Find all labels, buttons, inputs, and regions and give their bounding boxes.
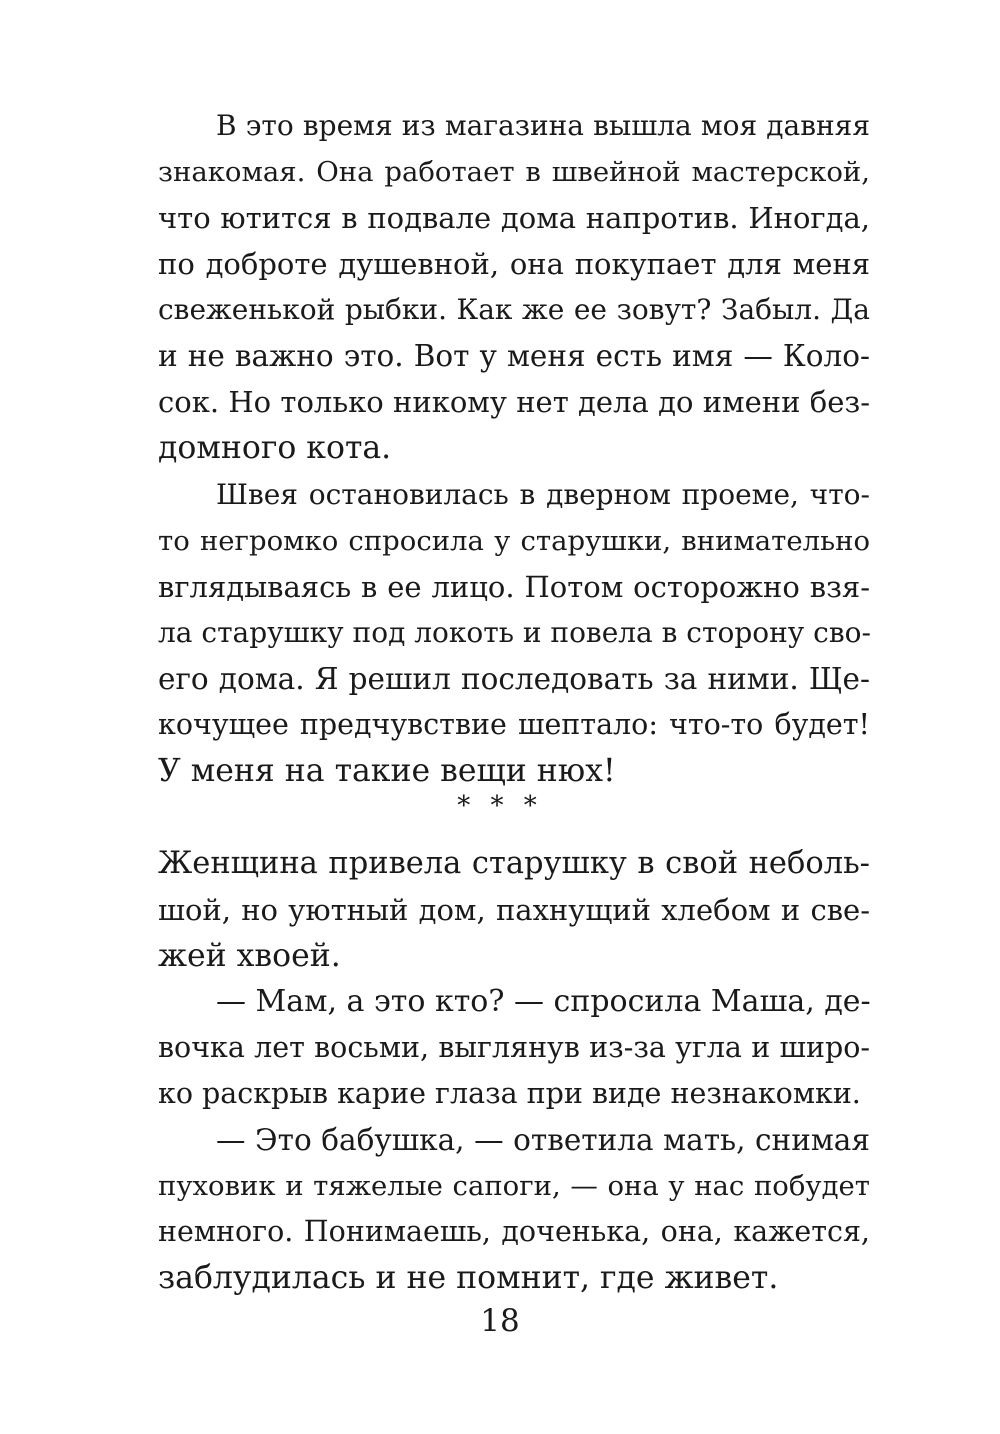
text-line: Женщина привела старушку в свой неболь-: [158, 846, 870, 881]
text-line: вочка лет восьми, выглянув из-за угла и широ-: [158, 1031, 870, 1064]
text-line: по доброте душевной, она покупает для меня: [158, 247, 870, 281]
text-line: ко раскрыв карие глаза при виде незнакомки.: [158, 1077, 861, 1110]
scene-separator: * * *: [457, 791, 543, 821]
text-line: вглядываясь в ее лицо. Потом осторожно взя-: [158, 570, 870, 604]
text-line: В это время из магазина вышла моя давняя: [216, 109, 870, 142]
text-line: — Мам, а это кто? — спросила Маша, де-: [216, 984, 871, 1019]
text-line: то негромко спросила у старушки, внимательно: [158, 525, 870, 557]
page-number: 18: [480, 1303, 520, 1339]
text-line: — Это бабушка, — ответила мать, снимая: [216, 1123, 870, 1157]
text-line: ла старушку под локоть и повела в сторону сво-: [158, 616, 871, 649]
text-line: Швея остановилась в дверном проеме, что-: [216, 478, 870, 511]
text-line: немного. Понимаешь, доченька, она, кажется,: [158, 1215, 870, 1248]
text-line: что ютится в подвале дома напротив. Иногда,: [158, 201, 870, 235]
text-line: знакомая. Она работает в швейной мастерской,: [158, 156, 870, 188]
text-line: свеженькой рыбки. Как же ее зовут? Забыл. Да: [158, 293, 870, 326]
text-line: пуховик и тяжелые сапоги, — она у нас побудет: [158, 1170, 870, 1202]
text-line: домного кота.: [158, 430, 392, 466]
text-line: жей хвоей.: [158, 938, 341, 974]
text-line: кочущее предчувствие шептало: что-то будет!: [158, 708, 870, 741]
text-line: заблудилась и не помнит, где живет.: [158, 1260, 779, 1296]
text-line: сок. Но только никому нет дела до имени без-: [158, 385, 870, 419]
text-line: и не важно это. Вот у меня есть имя — Коло-: [158, 339, 870, 373]
text-line: шой, но уютный дом, пахнущий хлебом и све-: [158, 893, 870, 927]
text-line: У меня на такие вещи нюх!: [158, 753, 616, 789]
text-line: его дома. Я решил последовать за ними. Ще-: [158, 662, 870, 696]
